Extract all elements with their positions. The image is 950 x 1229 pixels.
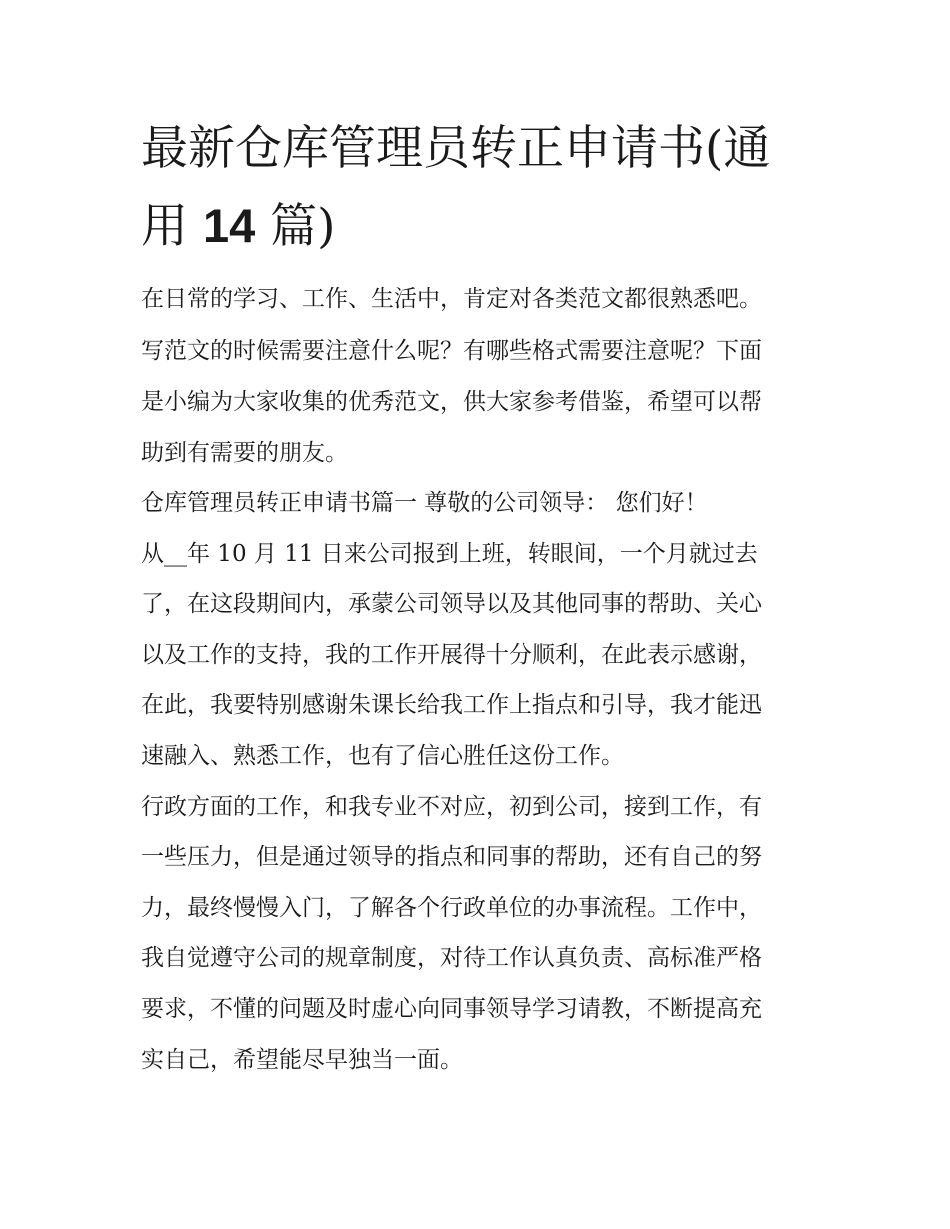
intro-line-1: 在日常的学习、工作、生活中，肯定对各类范文都很熟悉吧。 [141,286,762,312]
intro-line-3: 是小编为大家收集的优秀范文，供大家参考借鉴，希望可以帮 [141,389,762,415]
intro-line-4: 助到有需要的朋友。 [141,440,348,466]
paragraph-2-line-5: 要求，不懂的问题及时虚心向同事领导学习请教，不断提高充 [141,996,762,1022]
title-count-number: 14 [202,199,256,252]
document-title [141,110,821,265]
paragraph-2-line-4: 我自觉遵守公司的规章制度，对待工作认真负责、高标准严格 [141,945,762,971]
paragraph-2-line-2: 一些压力，但是通过领导的指点和同事的帮助，还有自己的努 [141,844,762,870]
paragraph-1-line-1: 从__年 10 月 11 日来公司报到上班，转眼间，一个月就过去 [141,541,758,567]
paragraph-1-line-4: 在此，我要特别感谢朱课长给我工作上指点和引导，我才能迅 [141,692,762,718]
title-line-2: 用 14 篇) [141,199,336,254]
paragraph-2-line-6: 实自己，希望能尽早独当一面。 [141,1047,463,1073]
paragraph-1-line-5: 速融入、熟悉工作，也有了信心胜任这份工作。 [141,743,624,769]
paragraph-2-line-1: 行政方面的工作，和我专业不对应，初到公司，接到工作，有 [141,794,762,820]
paragraph-1-line-2: 了，在这段期间内，承蒙公司领导以及其他同事的帮助、关心 [141,591,762,617]
paragraph-2-line-3: 力，最终慢慢入门，了解各个行政单位的办事流程。工作中， [141,895,762,921]
intro-line-2: 写范文的时候需要注意什么呢？有哪些格式需要注意呢？下面 [141,338,762,364]
title-line-1: 最新仓库管理员转正申请书(通 [141,121,771,176]
section-heading-line: 仓库管理员转正申请书篇一 尊敬的公司领导： 您们好！ [141,490,708,516]
paragraph-1-line-3: 以及工作的支持，我的工作开展得十分顺利，在此表示感谢， [141,642,762,668]
